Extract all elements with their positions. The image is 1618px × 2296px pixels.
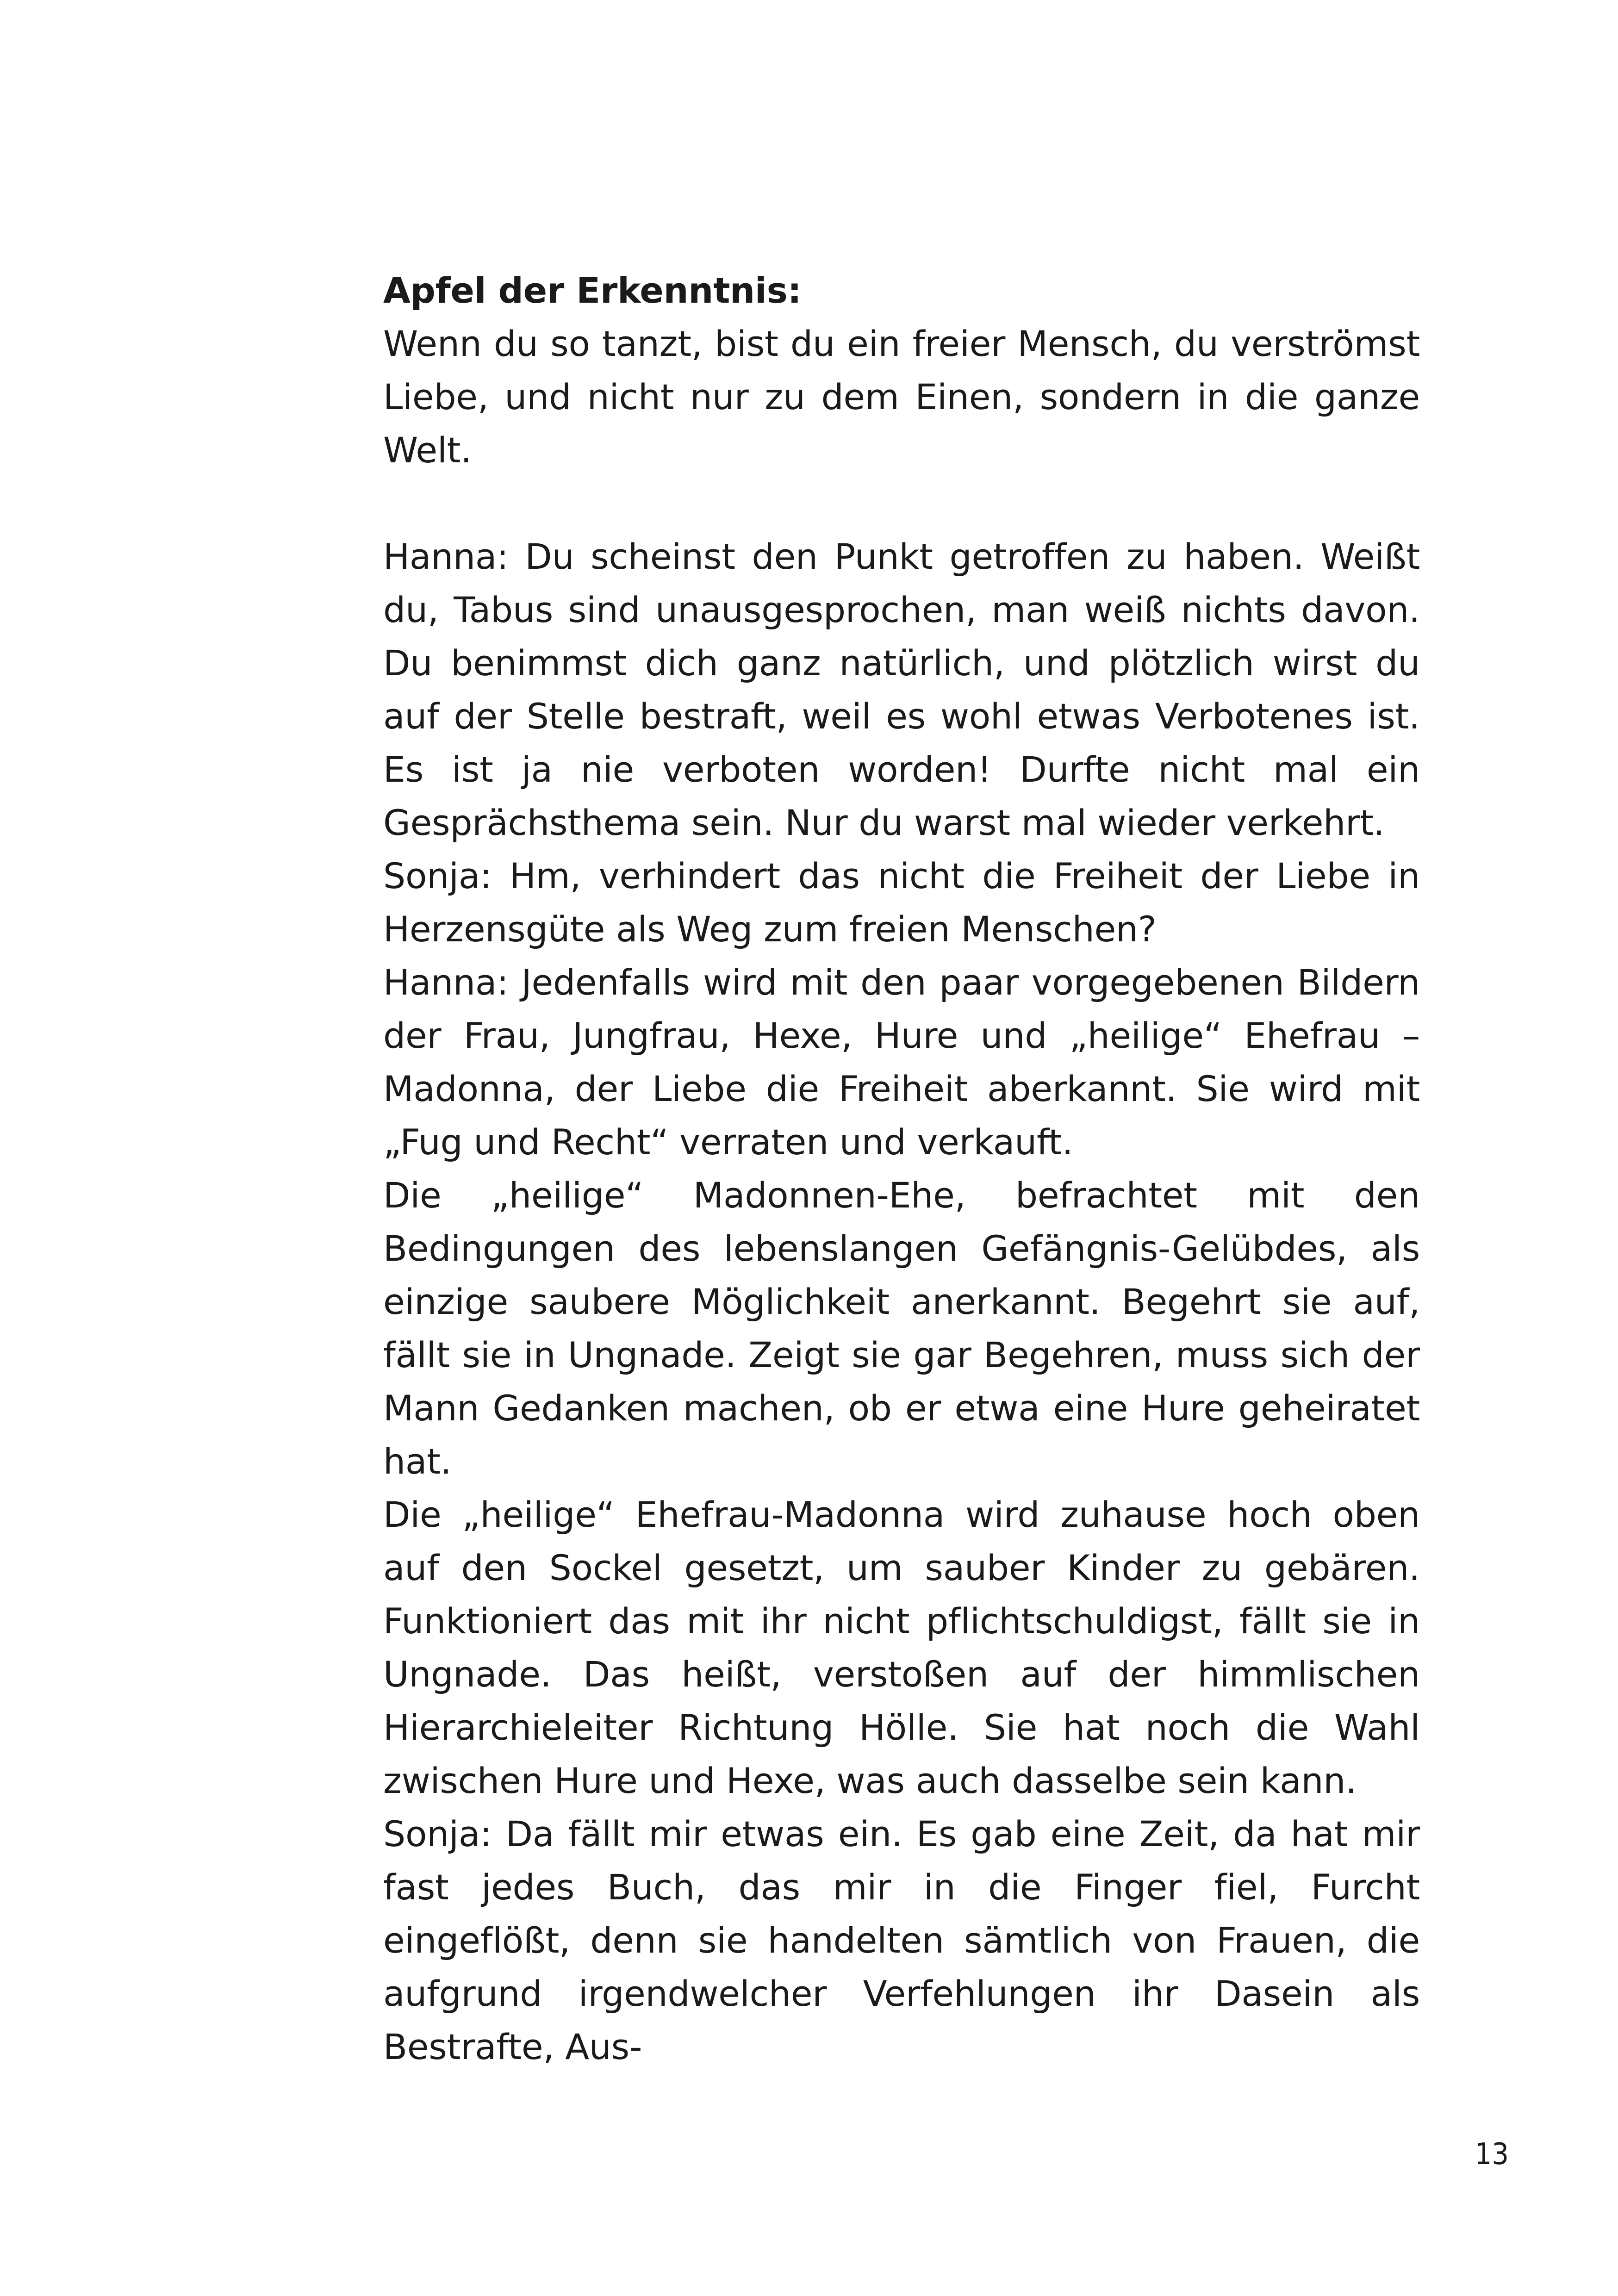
dialogue-text: Hm, verhindert das nicht die Freiheit der Liebe in Herzensgüte als Weg zum freien Menschen? bbox=[383, 855, 1420, 950]
section-heading: Apfel der Erkenntnis: bbox=[383, 270, 802, 311]
speaker-label: Sonja: bbox=[383, 855, 492, 896]
dialogue-text: Jedenfalls wird mit den paar vorgegebenen Bildern der Frau, Jungfrau, Hexe, Hure und „heilige“ Ehefrau – Madonna, der Liebe die Freiheit aberkannt. Sie wird mit „Fug und Recht“ verraten und verkauft. bbox=[383, 962, 1420, 1163]
page-text bbox=[383, 264, 1420, 2073]
speaker-label: Hanna: bbox=[383, 536, 509, 577]
dialogue-text: Du scheinst den Punkt getroffen zu haben. Weißt du, Tabus sind unausgesprochen, man weiß nichts davon. Du benimmst dich ganz natürlich, und plötzlich wirst du auf der Stelle bestraft, weil es wohl etwas Verbotenes ist. Es ist ja nie verboten worden! Durfte nicht mal ein Gesprächsthema sein. Nur du warst mal wieder verkehrt. bbox=[383, 536, 1420, 843]
page-number: 13 bbox=[1475, 2137, 1509, 2172]
dialogue-paragraph bbox=[383, 849, 1420, 956]
paragraph-gap bbox=[383, 477, 1420, 530]
dialogue-paragraph bbox=[383, 1169, 1420, 1488]
dialogue-text: Die „heilige“ Madonnen-Ehe, befrachtet mit den Bedingungen des lebenslangen Gefängnis-Gelübdes, als einzige saubere Möglichkeit anerkannt. Begehrt sie auf, fällt sie in Ungnade. Zeigt sie gar Begehren, muss sich der Mann Gedanken machen, ob er etwa eine Hure geheiratet hat. bbox=[383, 1175, 1420, 1482]
dialogue-text: Die „heilige“ Ehefrau-Madonna wird zuhause hoch oben auf den Sockel gesetzt, um sauber Kinder zu gebären. Funktioniert das mit ihr nicht pflichtschuldigst, fällt sie in Ungnade. Das heißt, verstoßen auf der himmlischen Hierarchieleiter Richtung Hölle. Sie hat noch die Wahl zwischen Hure und Hexe, was auch dasselbe sein kann. bbox=[383, 1494, 1420, 1801]
dialogue-paragraph bbox=[383, 1807, 1420, 2073]
intro-paragraph: Wenn du so tanzt, bist du ein freier Mensch, du verströmst Liebe, und nicht nur zu dem Einen, sondern in die ganze Welt. bbox=[383, 323, 1420, 471]
dialogue-paragraph bbox=[383, 530, 1420, 849]
speaker-label: Hanna: bbox=[383, 962, 509, 1003]
dialogue-paragraph bbox=[383, 956, 1420, 1169]
dialogue-text: Da fällt mir etwas ein. Es gab eine Zeit, da hat mir fast jedes Buch, das mir in die Finger fiel, Furcht eingeflößt, denn sie handelten sämtlich von Frauen, die aufgrund irgendwelcher Verfehlungen ihr Dasein als Bestrafte, Aus- bbox=[383, 1813, 1420, 2067]
speaker-label: Sonja: bbox=[383, 1813, 492, 1854]
dialogue-paragraph bbox=[383, 1488, 1420, 1807]
